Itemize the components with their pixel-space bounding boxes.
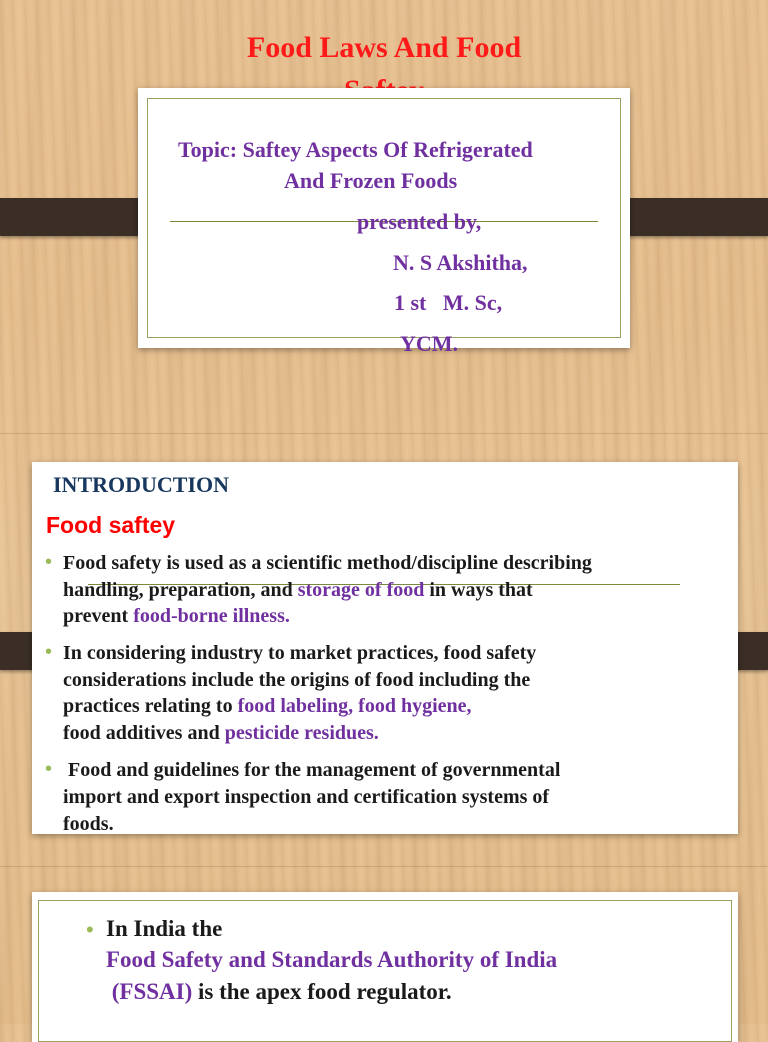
slide-divider: [0, 866, 768, 867]
bullet-2-line-2: considerations include the origins of food including the: [63, 669, 531, 691]
presenter-name: N. S Akshitha,: [393, 250, 528, 275]
fssai-line-2: Food Safety and Standards Authority of India: [106, 947, 558, 972]
presenter-class: 1 st M. Sc,: [394, 290, 503, 315]
bullet-2-line-4: [63, 720, 379, 747]
intro-subheading: Food saftey: [46, 512, 176, 538]
slide-divider: [0, 433, 768, 434]
presenter-college: YCM.: [400, 331, 459, 356]
bullet-1-text: in ways that: [424, 579, 533, 601]
bullet-marker: •: [86, 917, 94, 942]
bullet-2-highlight: pesticide residues.: [224, 722, 379, 744]
fssai-line-3: [106, 977, 452, 1007]
fssai-text: is the apex food regulator.: [192, 979, 452, 1004]
decorative-bar-right: [612, 198, 768, 236]
bullet-1-highlight: storage of food: [297, 579, 425, 601]
intro-heading: INTRODUCTION: [53, 472, 230, 497]
bullet-2-text: practices relating to: [63, 695, 238, 717]
bullet-1-text: prevent: [63, 605, 134, 627]
bullet-2-line-3: [63, 693, 472, 720]
bullet-1-line-1: Food safety is used as a scientific method/discipline describing: [63, 552, 592, 574]
fssai-acronym: (FSSAI): [106, 979, 193, 1004]
fssai-line-1: In India the: [106, 916, 223, 941]
bullet-3-line-2: import and export inspection and certification systems of: [63, 786, 550, 808]
bullet-3-line-1: Food and guidelines for the management of governmental: [63, 759, 561, 781]
bullet-1-line-3: [63, 603, 290, 630]
bullet-1-text: handling, preparation, and: [63, 579, 298, 601]
bullet-2-highlight: food labeling, food hygiene,: [237, 695, 472, 717]
bullet-3-line-3: foods.: [63, 813, 114, 835]
bullet-1-highlight: food-borne illness.: [133, 605, 290, 627]
bullet-2-text: food additives and: [63, 722, 225, 744]
decorative-bar-left: [0, 198, 156, 236]
bullet-marker: •: [45, 551, 53, 573]
topic-line-2: And Frozen Foods: [284, 168, 458, 193]
topic-line-1: Topic: Saftey Aspects Of Refrigerated: [178, 137, 533, 162]
bullet-marker: •: [45, 758, 53, 780]
bullet-marker: •: [45, 641, 53, 663]
bullet-2-line-1: In considering industry to market practices, food safety: [63, 642, 537, 664]
bullet-1-line-2: [63, 577, 533, 604]
slide-title-line-1: Food Laws And Food: [246, 31, 522, 64]
presented-by: presented by,: [357, 209, 482, 234]
